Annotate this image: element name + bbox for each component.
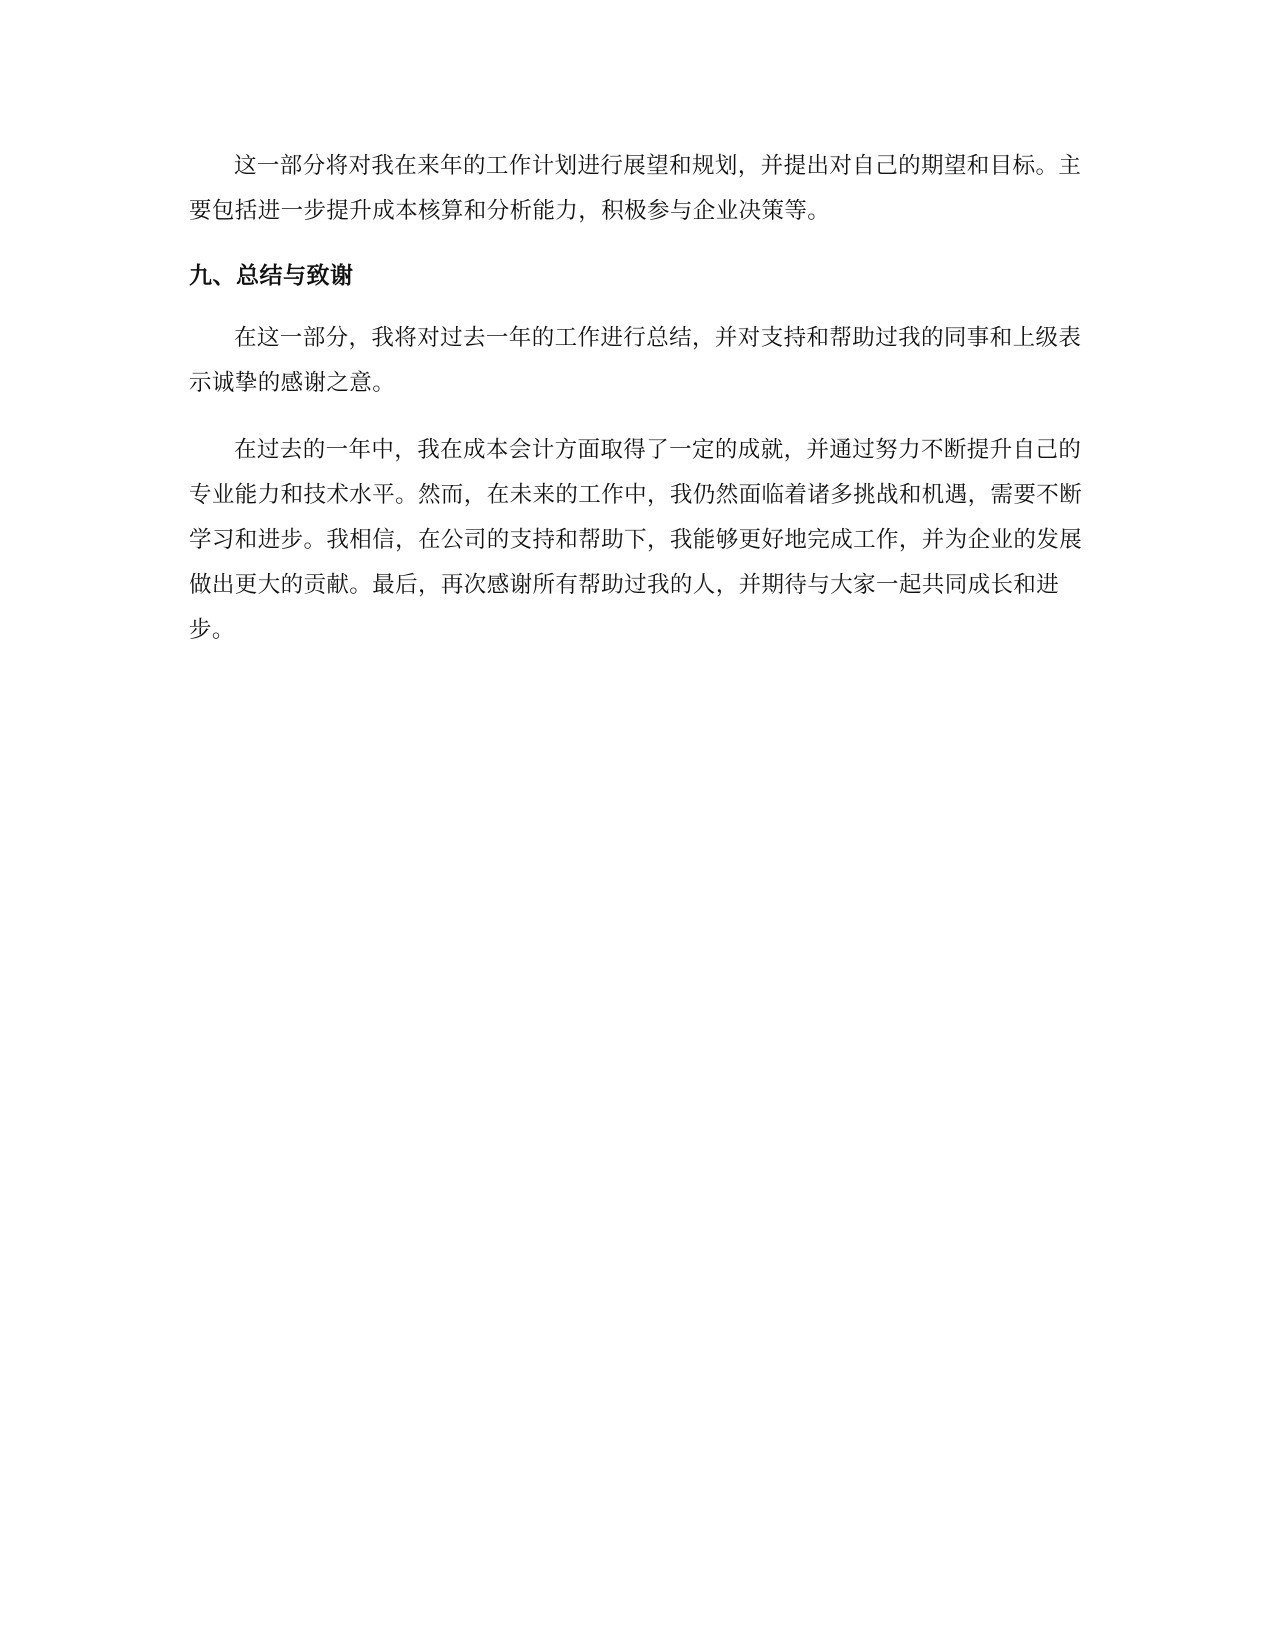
paragraph-plan-outlook: 这一部分将对我在来年的工作计划进行展望和规划，并提出对自己的期望和目标。主要包括进一步提升成本核算和分析能力，积极参与企业决策等。 <box>189 153 1082 224</box>
document-body <box>189 144 1089 675</box>
paragraph-closing: 在过去的一年中，我在成本会计方面取得了一定的成就，并通过努力不断提升自己的专业能力和技术水平。然而，在未来的工作中，我仍然面临着诸多挑战和机遇，需要不断学习和进步。我相信，在公司的支持和帮助下，我能够更好地完成工作，并为企业的发展做出更大的贡献。最后，再次感谢所有帮助过我的人，并期待与大家一起共同成长和进步。 <box>189 437 1083 643</box>
paragraph-summary-intro: 在这一部分，我将对过去一年的工作进行总结，并对支持和帮助过我的同事和上级表示诚挚的感谢之意。 <box>189 325 1082 396</box>
section-heading-summary-thanks: 九、总结与致谢 <box>189 263 354 289</box>
